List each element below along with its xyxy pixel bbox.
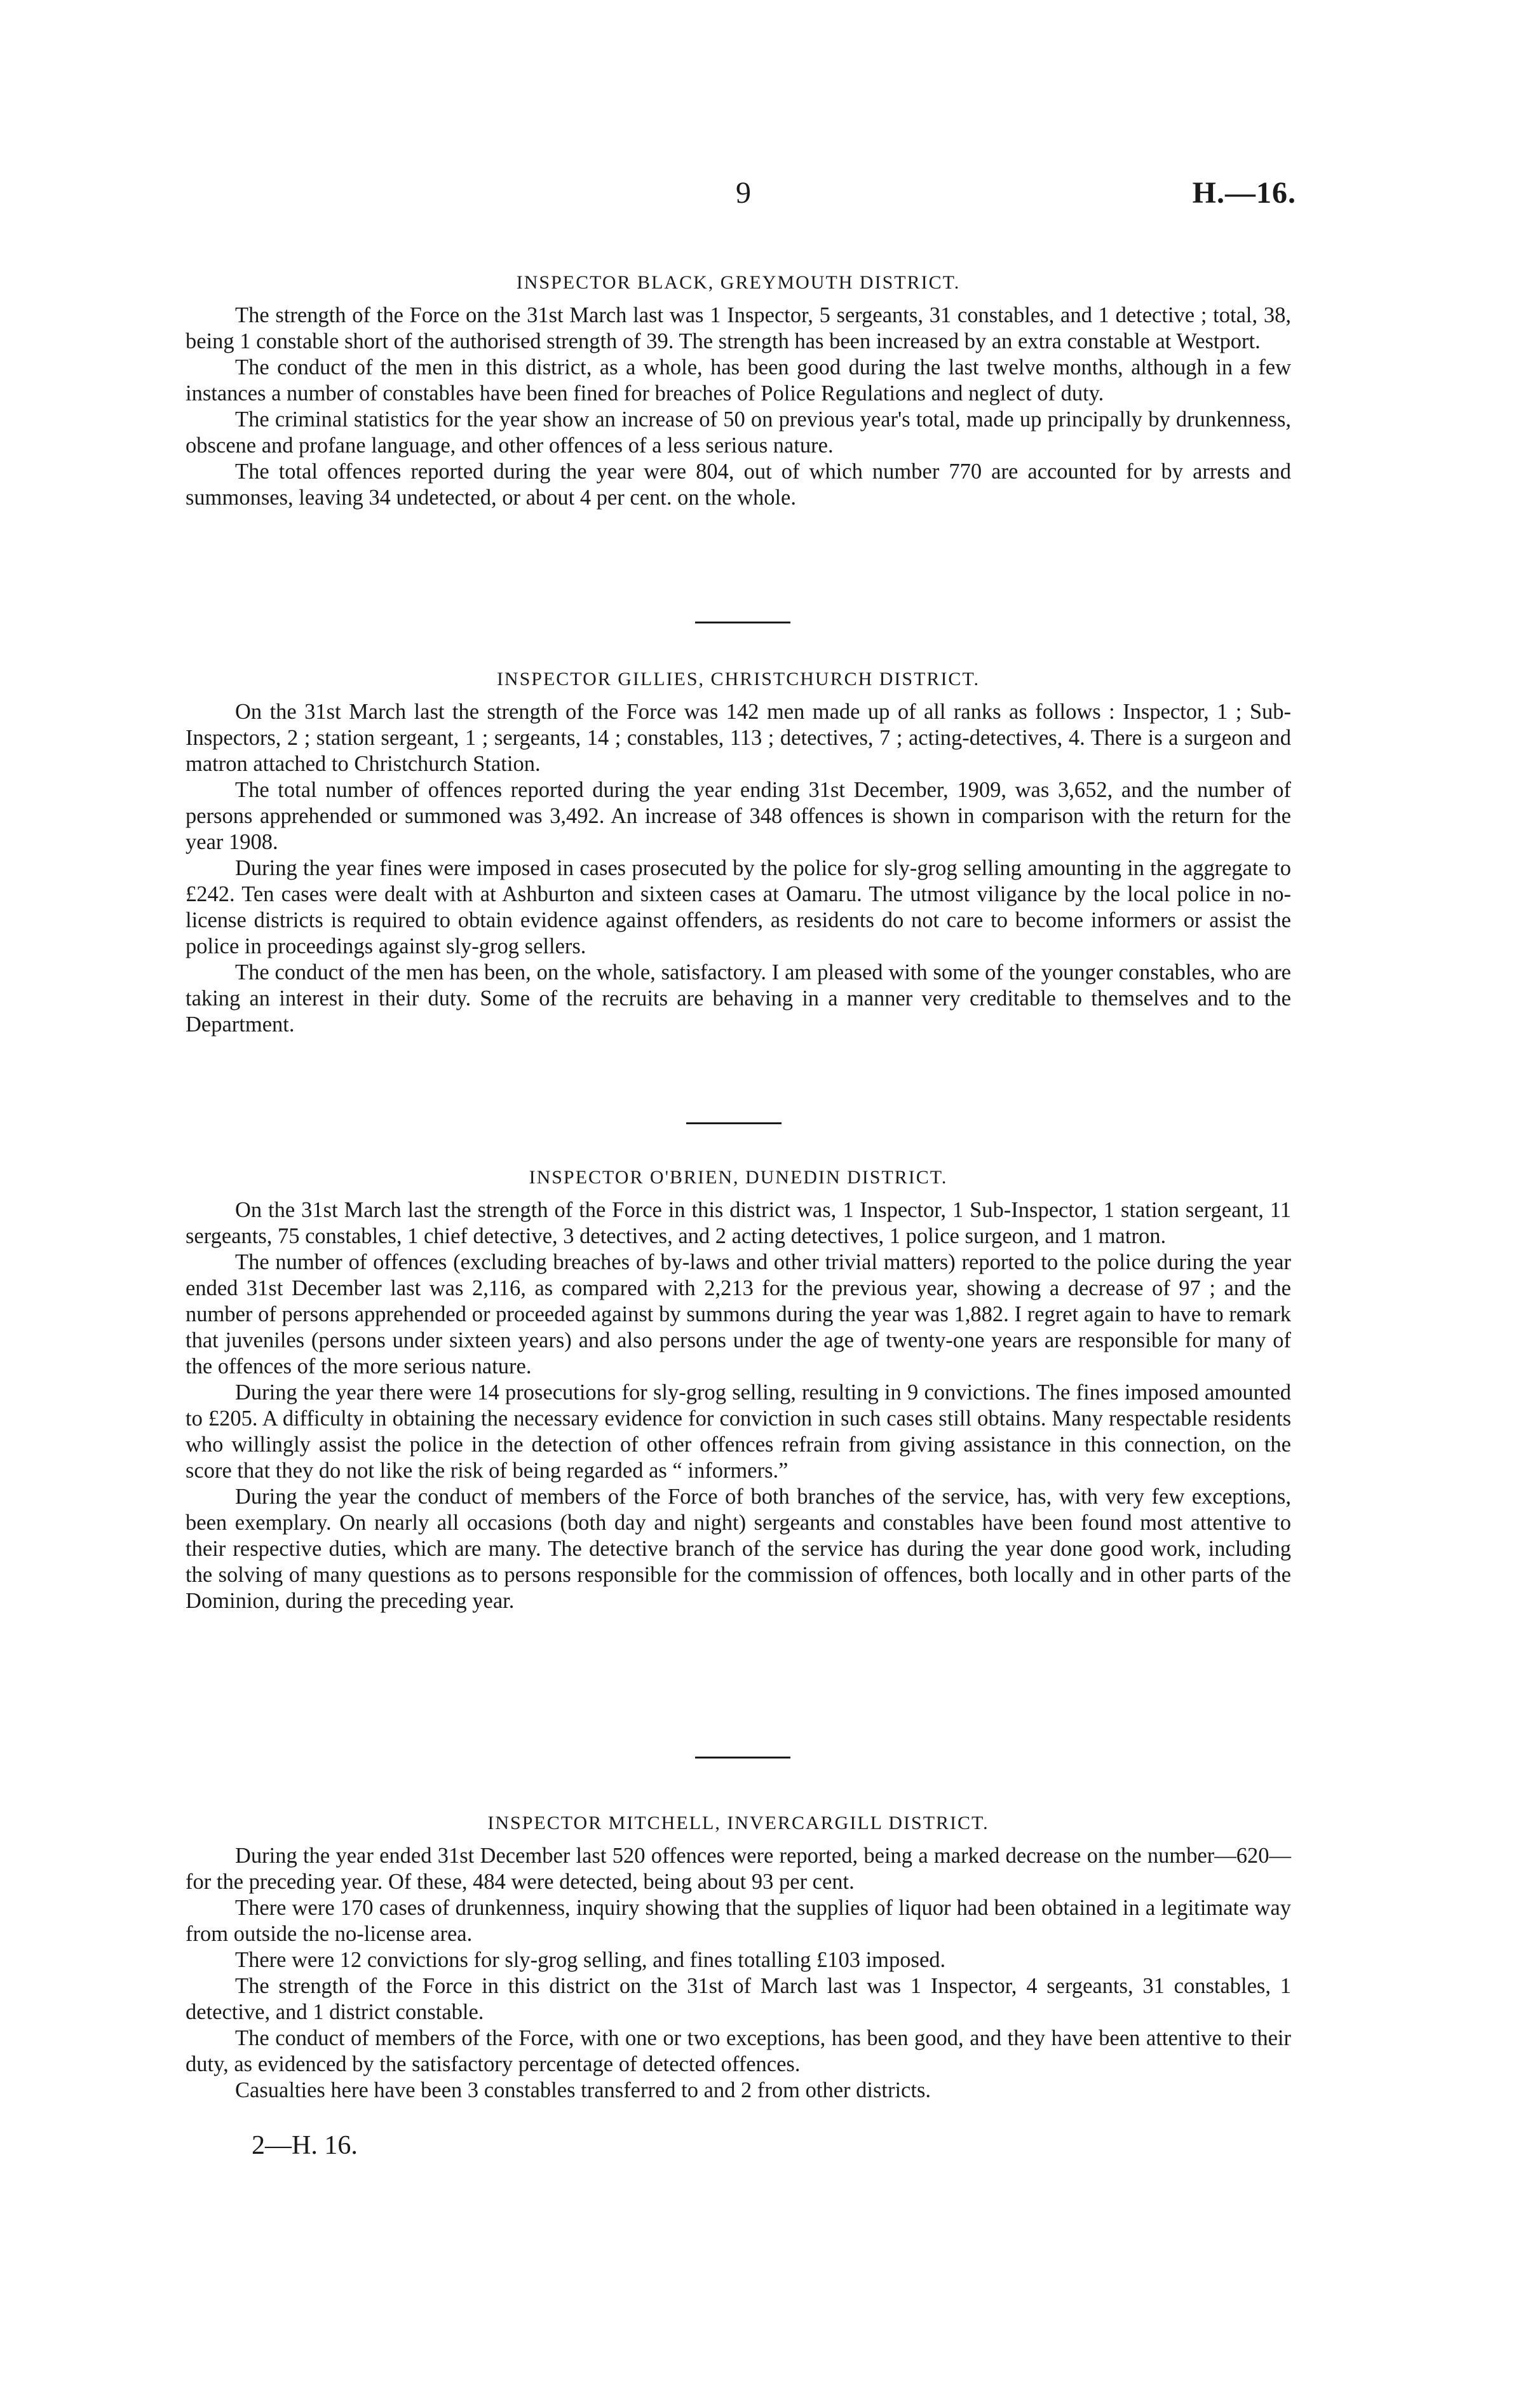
section-greymouth (186, 272, 1291, 511)
section-invercargill (186, 1813, 1291, 2104)
paragraph: During the year there were 14 prosecutions for sly-grog selling, resulting in 9 convictions. The fines imposed amounted to £205. A difficulty in obtaining the necessary evidence for conviction in such cases still obtains. Many respectable residents who willingly assist the police in the detection of other offences refrain from giving assistance in this connection, on the score that they do not like the risk of being regarded as “ informers.” (186, 1380, 1291, 1483)
paragraph: There were 12 convictions for sly-grog selling, and fines totalling £103 imposed. (235, 1948, 946, 1972)
section-divider (695, 1757, 790, 1758)
paragraph: During the year ended 31st December last 520 offences were reported, being a marked decrease on the number—620—for the preceding year. Of these, 484 were detected, being about 93 per cent. (186, 1844, 1291, 1894)
section-divider (695, 622, 790, 623)
paragraph: The total number of offences reported during the year ending 31st December, 1909, was 3,652, and the number of persons apprehended or summoned was 3,492. An increase of 348 offences is shown in comparison with the return for the year 1908. (186, 778, 1291, 854)
page-number: 9 (736, 176, 751, 210)
section-divider (686, 1122, 782, 1124)
section-heading: INSPECTOR BLACK, GREYMOUTH DISTRICT. (516, 272, 961, 293)
paragraph: On the 31st March last the strength of the Force in this district was, 1 Inspector, 1 Sub-Inspector, 1 station sergeant, 11 sergeants, 75 constables, 1 chief detective, 3 detectives, and 2 acting detectives, 1 police surgeon, and 1 matron. (186, 1198, 1291, 1248)
paragraph: The conduct of the men in this district, as a whole, has been good during the last twelve months, although in a few instances a number of constables have been fined for breaches of Police Regulations and neglect of duty. (186, 355, 1291, 405)
paragraph: The criminal statistics for the year show an increase of 50 on previous year's total, made up principally by drunkenness, obscene and profane language, and other offences of a less serious nature. (186, 407, 1291, 458)
section-dunedin (186, 1167, 1291, 1614)
paragraph: During the year fines were imposed in cases prosecuted by the police for sly-grog selling amounting in the aggregate to £242. Ten cases were dealt with at Ashburton and sixteen cases at Oamaru. The utmost viligance by the local police in no-license districts is required to obtain evidence against offenders, as residents do not care to become informers or assist the police in proceedings against sly-grog sellers. (186, 856, 1291, 958)
paragraph: The conduct of the men has been, on the whole, satisfactory. I am pleased with some of the younger constables, who are taking an interest in their duty. Some of the recruits are behaving in a manner very creditable to themselves and to the Department. (186, 960, 1291, 1037)
paragraph: The total offences reported during the year were 804, out of which number 770 are accounted for by arrests and summonses, leaving 34 undetected, or about 4 per cent. on the whole. (186, 459, 1291, 510)
paragraph: On the 31st March last the strength of the Force was 142 men made up of all ranks as follows : Inspector, 1 ; Sub-Inspectors, 2 ; station sergeant, 1 ; sergeants, 14 ; constables, 113 ; detectives, 7 ; acting-detectives, 4. There is a surgeon and matron attached to Christchurch Station. (186, 700, 1291, 776)
section-heading: INSPECTOR MITCHELL, INVERCARGILL DISTRICT. (487, 1813, 989, 1833)
paragraph: The strength of the Force on the 31st March last was 1 Inspector, 5 sergeants, 31 constables, and 1 detective ; total, 38, being 1 constable short of the authorised strength of 39. The strength has been increased by an extra constable at Westport. (186, 303, 1291, 353)
paragraph: The number of offences (excluding breaches of by-laws and other trivial matters) reported to the police during the year ended 31st December last was 2,116, as compared with 2,213 for the previous year, showing a decrease of 97 ; and the number of persons apprehended or proceeded against by summons during the year was 1,882. I regret again to have to remark that juveniles (persons under sixteen years) and also persons under the age of twenty-one years are responsible for many of the offences of the more serious nature. (186, 1250, 1291, 1378)
section-heading: INSPECTOR GILLIES, CHRISTCHURCH DISTRICT. (496, 669, 980, 690)
section-heading: INSPECTOR O'BRIEN, DUNEDIN DISTRICT. (529, 1167, 948, 1188)
section-christchurch (186, 669, 1291, 1038)
paragraph: There were 170 cases of drunkenness, inquiry showing that the supplies of liquor had been obtained in a legitimate way from outside the no-license area. (186, 1896, 1291, 1946)
footer-code: 2—H. 16. (252, 2131, 358, 2160)
paragraph: During the year the conduct of members of the Force of both branches of the service, has, with very few exceptions, been exemplary. On nearly all occasions (both day and night) sergeants and constables have been found most attentive to their respective duties, which are many. The detective branch of the service has during the year done good work, including the solving of many questions as to persons responsible for the commission of offences, both locally and in other parts of the Dominion, during the preceding year. (186, 1485, 1291, 1613)
paragraph: Casualties here have been 3 constables transferred to and 2 from other districts. (235, 2078, 931, 2102)
paragraph: The strength of the Force in this district on the 31st of March last was 1 Inspector, 4 sergeants, 31 constables, 1 detective, and 1 district constable. (186, 1974, 1291, 2024)
document-code: H.—16. (1192, 176, 1296, 210)
paragraph: The conduct of members of the Force, with one or two exceptions, has been good, and they have been attentive to their duty, as evidenced by the satisfactory percentage of detected offences. (186, 2026, 1291, 2076)
